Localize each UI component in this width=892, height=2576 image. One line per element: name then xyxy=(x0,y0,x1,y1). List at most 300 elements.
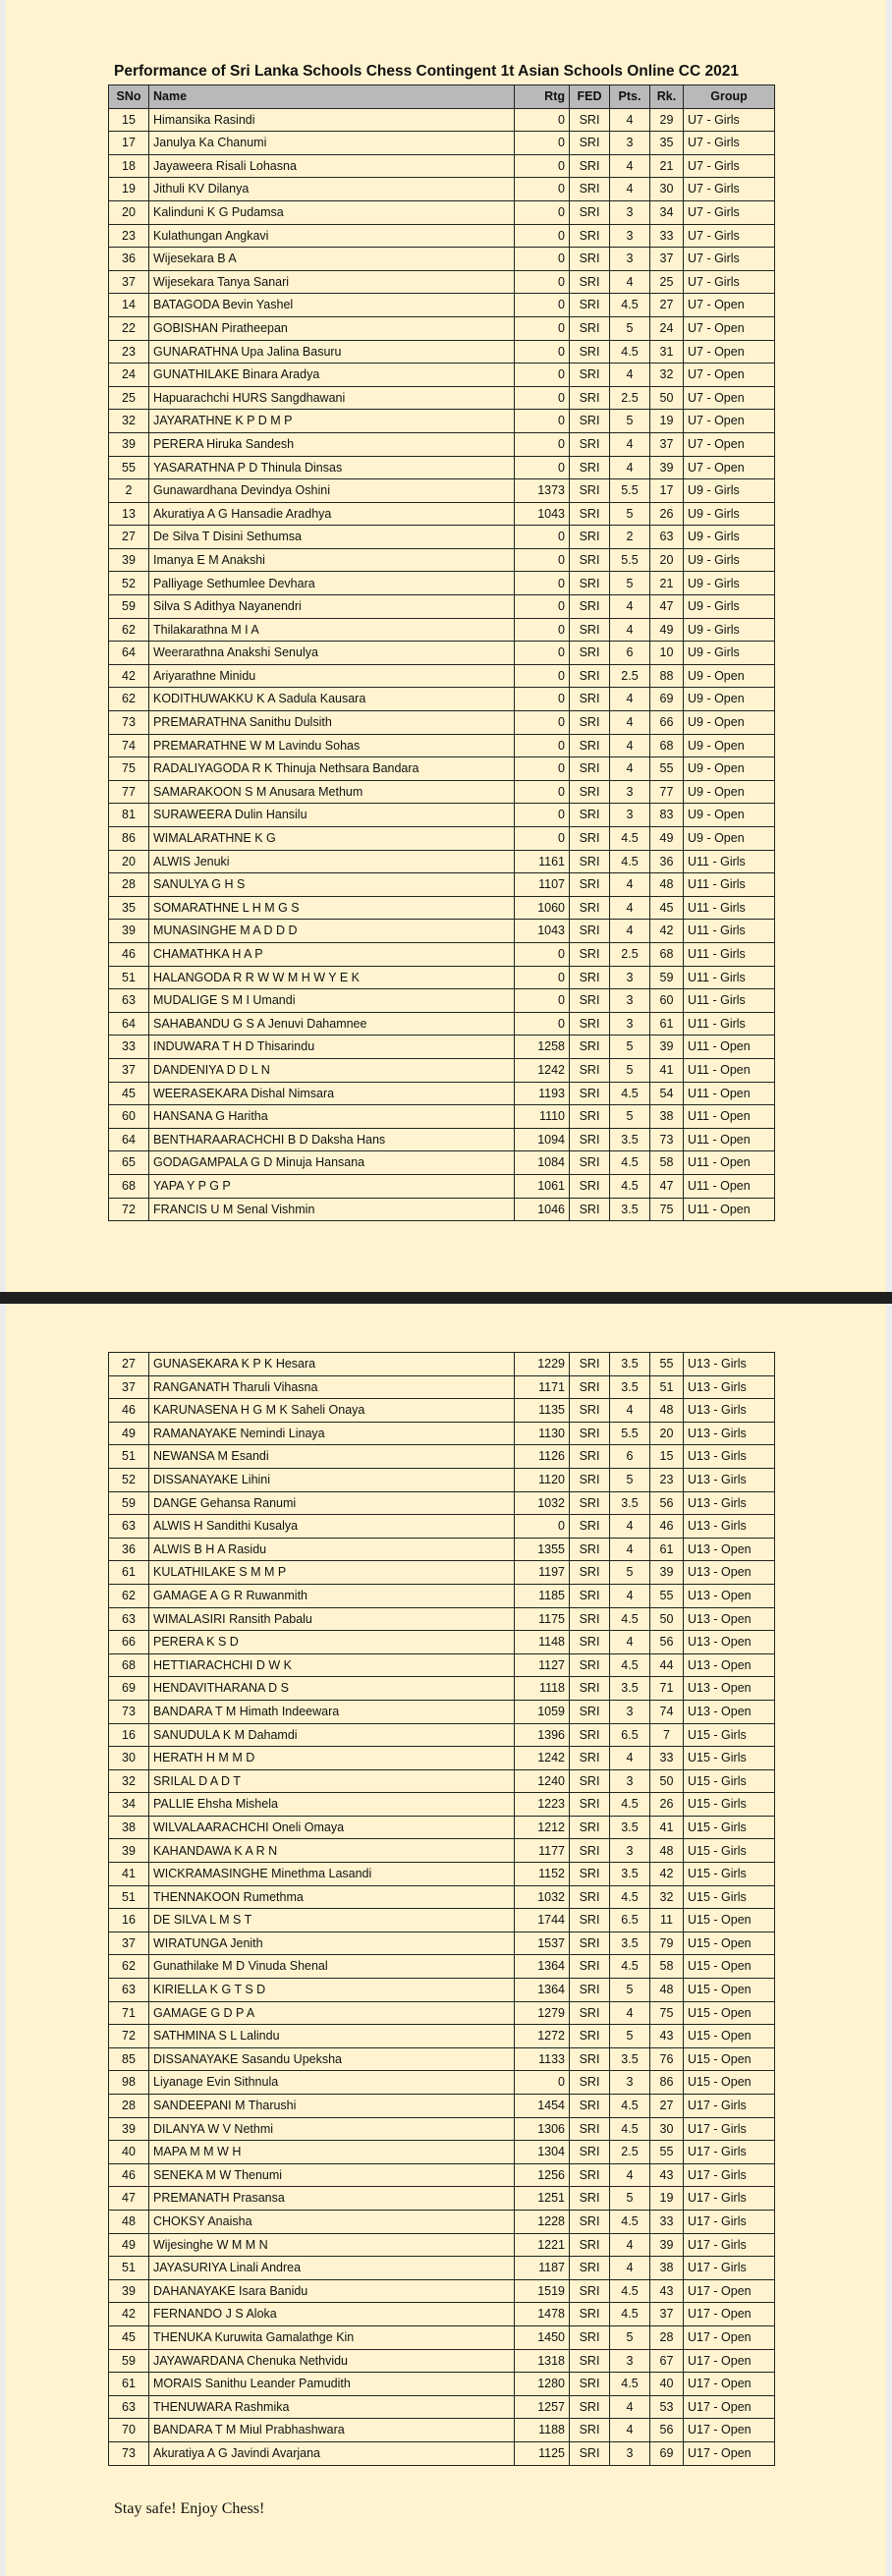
cell-rank: 26 xyxy=(650,1793,684,1817)
cell-sno: 63 xyxy=(109,1979,149,2002)
cell-sno: 45 xyxy=(109,1082,149,1105)
cell-rank: 55 xyxy=(650,1584,684,1607)
cell-rank: 38 xyxy=(650,2257,684,2280)
cell-sno: 33 xyxy=(109,1036,149,1059)
cell-group: U7 - Open xyxy=(684,294,775,317)
cell-rank: 55 xyxy=(650,1353,684,1376)
cell-rating: 1364 xyxy=(515,1979,570,2002)
cell-points: 3.5 xyxy=(610,1128,650,1151)
cell-sno: 22 xyxy=(109,316,149,340)
cell-group: U11 - Open xyxy=(684,1105,775,1129)
cell-federation: SRI xyxy=(570,966,610,989)
cell-name: THENUKA Kuruwita Gamalathge Kin xyxy=(149,2325,515,2349)
cell-group: U15 - Girls xyxy=(684,1793,775,1817)
cell-federation: SRI xyxy=(570,1515,610,1539)
cell-group: U15 - Girls xyxy=(684,1723,775,1747)
cell-name: KARUNASENA H G M K Saheli Onaya xyxy=(149,1399,515,1423)
table-row xyxy=(109,1723,775,1747)
cell-rank: 30 xyxy=(650,178,684,201)
cell-group: U9 - Girls xyxy=(684,548,775,572)
cell-name: GUNATHILAKE Binara Aradya xyxy=(149,364,515,387)
cell-points: 4 xyxy=(610,1584,650,1607)
cell-rank: 41 xyxy=(650,1816,684,1839)
cell-points: 4.5 xyxy=(610,2117,650,2141)
cell-points: 5 xyxy=(610,410,650,433)
cell-sno: 63 xyxy=(109,1607,149,1631)
cell-name: SAMARAKOON S M Anusara Methum xyxy=(149,780,515,804)
cell-name: THENNAKOON Rumethma xyxy=(149,1885,515,1909)
cell-rank: 32 xyxy=(650,364,684,387)
cell-federation: SRI xyxy=(570,989,610,1013)
cell-sno: 30 xyxy=(109,1747,149,1770)
cell-name: Kalinduni K G Pudamsa xyxy=(149,200,515,224)
cell-rank: 49 xyxy=(650,827,684,851)
table-row xyxy=(109,896,775,920)
cell-name: DISSANAYAKE Lihini xyxy=(149,1468,515,1491)
table-row xyxy=(109,1082,775,1105)
cell-name: KULATHILAKE S M M P xyxy=(149,1561,515,1585)
cell-rating: 1127 xyxy=(515,1653,570,1677)
cell-points: 4.5 xyxy=(610,1607,650,1631)
cell-points: 2.5 xyxy=(610,664,650,688)
cell-sno: 28 xyxy=(109,873,149,897)
cell-name: ALWIS B H A Rasidu xyxy=(149,1538,515,1561)
cell-rating: 1060 xyxy=(515,896,570,920)
cell-federation: SRI xyxy=(570,526,610,549)
table-row xyxy=(109,780,775,804)
cell-points: 4.5 xyxy=(610,1955,650,1979)
cell-points: 3 xyxy=(610,804,650,827)
cell-name: ALWIS Jenuki xyxy=(149,850,515,873)
cell-sno: 63 xyxy=(109,989,149,1013)
cell-rating: 1187 xyxy=(515,2257,570,2280)
cell-rank: 27 xyxy=(650,2095,684,2118)
cell-points: 4 xyxy=(610,734,650,757)
cell-federation: SRI xyxy=(570,734,610,757)
cell-group: U7 - Open xyxy=(684,386,775,410)
table-row xyxy=(109,548,775,572)
cell-rank: 33 xyxy=(650,2210,684,2233)
cell-name: CHOKSY Anaisha xyxy=(149,2210,515,2233)
cell-federation: SRI xyxy=(570,2047,610,2071)
cell-points: 3.5 xyxy=(610,1375,650,1399)
cell-federation: SRI xyxy=(570,224,610,248)
header-rating: Rtg xyxy=(515,85,570,109)
cell-sno: 62 xyxy=(109,688,149,711)
cell-sno: 74 xyxy=(109,734,149,757)
cell-federation: SRI xyxy=(570,827,610,851)
cell-sno: 23 xyxy=(109,340,149,364)
table-body-part-1 xyxy=(109,108,775,1221)
cell-sno: 39 xyxy=(109,548,149,572)
table-row xyxy=(109,1468,775,1491)
cell-group: U17 - Girls xyxy=(684,2257,775,2280)
cell-rank: 67 xyxy=(650,2349,684,2373)
cell-name: GUNASEKARA K P K Hesara xyxy=(149,1353,515,1376)
cell-rank: 51 xyxy=(650,1375,684,1399)
cell-rank: 58 xyxy=(650,1955,684,1979)
cell-name: BENTHARAARACHCHI B D Daksha Hans xyxy=(149,1128,515,1151)
cell-rank: 19 xyxy=(650,410,684,433)
table-row xyxy=(109,2025,775,2048)
cell-rank: 30 xyxy=(650,2117,684,2141)
table-row xyxy=(109,248,775,271)
cell-group: U13 - Girls xyxy=(684,1515,775,1539)
cell-rank: 86 xyxy=(650,2071,684,2095)
cell-sno: 73 xyxy=(109,2441,149,2465)
cell-name: DANDENIYA D D L N xyxy=(149,1058,515,1082)
cell-sno: 28 xyxy=(109,2095,149,2118)
cell-name: JAYASURIYA Linali Andrea xyxy=(149,2257,515,2280)
cell-points: 4.5 xyxy=(610,2373,650,2396)
cell-rating: 1125 xyxy=(515,2441,570,2465)
cell-rating: 0 xyxy=(515,108,570,132)
cell-points: 2.5 xyxy=(610,386,650,410)
cell-federation: SRI xyxy=(570,1793,610,1817)
cell-name: Palliyage Sethumlee Devhara xyxy=(149,572,515,595)
cell-name: THENUWARA Rashmika xyxy=(149,2395,515,2419)
cell-group: U11 - Girls xyxy=(684,873,775,897)
cell-group: U17 - Girls xyxy=(684,2187,775,2211)
cell-points: 4 xyxy=(610,1515,650,1539)
cell-rank: 31 xyxy=(650,340,684,364)
cell-federation: SRI xyxy=(570,1422,610,1445)
cell-federation: SRI xyxy=(570,595,610,619)
cell-rank: 17 xyxy=(650,479,684,503)
cell-federation: SRI xyxy=(570,920,610,943)
cell-sno: 62 xyxy=(109,1584,149,1607)
cell-sno: 64 xyxy=(109,642,149,665)
cell-rank: 47 xyxy=(650,595,684,619)
cell-group: U7 - Open xyxy=(684,456,775,479)
cell-name: BANDARA T M Himath Indeewara xyxy=(149,1700,515,1723)
cell-rating: 1223 xyxy=(515,1793,570,1817)
table-header-row xyxy=(109,85,775,109)
cell-sno: 63 xyxy=(109,2395,149,2419)
cell-points: 4 xyxy=(610,270,650,294)
cell-rating: 0 xyxy=(515,410,570,433)
cell-sno: 52 xyxy=(109,572,149,595)
cell-rank: 40 xyxy=(650,2373,684,2396)
table-row xyxy=(109,1955,775,1979)
cell-name: HALANGODA R R W W M H W Y E K xyxy=(149,966,515,989)
table-row xyxy=(109,966,775,989)
table-row xyxy=(109,711,775,735)
cell-points: 5 xyxy=(610,1561,650,1585)
cell-sno: 51 xyxy=(109,1445,149,1469)
cell-rank: 28 xyxy=(650,2325,684,2349)
cell-sno: 32 xyxy=(109,410,149,433)
cell-group: U15 - Open xyxy=(684,2047,775,2071)
cell-group: U13 - Girls xyxy=(684,1445,775,1469)
cell-group: U11 - Girls xyxy=(684,966,775,989)
table-row xyxy=(109,386,775,410)
cell-group: U13 - Open xyxy=(684,1584,775,1607)
cell-rating: 1258 xyxy=(515,1036,570,1059)
cell-rating: 0 xyxy=(515,618,570,642)
cell-rating: 0 xyxy=(515,386,570,410)
cell-rating: 1280 xyxy=(515,2373,570,2396)
cell-federation: SRI xyxy=(570,2071,610,2095)
cell-sno: 72 xyxy=(109,2025,149,2048)
table-row xyxy=(109,224,775,248)
table-row xyxy=(109,178,775,201)
cell-group: U9 - Girls xyxy=(684,502,775,526)
cell-federation: SRI xyxy=(570,1653,610,1677)
cell-group: U17 - Open xyxy=(684,2373,775,2396)
cell-sno: 27 xyxy=(109,1353,149,1376)
cell-sno: 40 xyxy=(109,2141,149,2164)
cell-rating: 0 xyxy=(515,294,570,317)
cell-group: U15 - Girls xyxy=(684,1769,775,1793)
cell-points: 5.5 xyxy=(610,479,650,503)
cell-points: 4 xyxy=(610,432,650,456)
cell-federation: SRI xyxy=(570,248,610,271)
cell-rating: 0 xyxy=(515,432,570,456)
cell-name: HETTIARACHCHI D W K xyxy=(149,1653,515,1677)
cell-federation: SRI xyxy=(570,1399,610,1423)
cell-group: U11 - Girls xyxy=(684,1012,775,1036)
cell-rating: 1212 xyxy=(515,1816,570,1839)
cell-sno: 20 xyxy=(109,850,149,873)
cell-sno: 51 xyxy=(109,1885,149,1909)
header-sno: SNo xyxy=(109,85,149,109)
cell-federation: SRI xyxy=(570,873,610,897)
cell-name: BATAGODA Bevin Yashel xyxy=(149,294,515,317)
cell-rating: 1519 xyxy=(515,2279,570,2303)
table-row xyxy=(109,2395,775,2419)
cell-rank: 50 xyxy=(650,1769,684,1793)
cell-federation: SRI xyxy=(570,456,610,479)
cell-points: 4 xyxy=(610,1538,650,1561)
cell-rating: 1242 xyxy=(515,1058,570,1082)
cell-rating: 1032 xyxy=(515,1491,570,1515)
cell-rating: 1364 xyxy=(515,1955,570,1979)
cell-sno: 25 xyxy=(109,386,149,410)
cell-rank: 33 xyxy=(650,1747,684,1770)
cell-rank: 26 xyxy=(650,502,684,526)
cell-federation: SRI xyxy=(570,1885,610,1909)
cell-points: 4.5 xyxy=(610,294,650,317)
table-row xyxy=(109,1058,775,1082)
cell-name: KODITHUWAKKU K A Sadula Kausara xyxy=(149,688,515,711)
cell-rank: 43 xyxy=(650,2163,684,2187)
cell-rating: 1133 xyxy=(515,2047,570,2071)
cell-group: U9 - Open xyxy=(684,688,775,711)
cell-name: Kulathungan Angkavi xyxy=(149,224,515,248)
cell-name: Akuratiya A G Hansadie Aradhya xyxy=(149,502,515,526)
cell-federation: SRI xyxy=(570,548,610,572)
cell-points: 4 xyxy=(610,1399,650,1423)
cell-group: U7 - Girls xyxy=(684,154,775,178)
cell-rating: 1188 xyxy=(515,2419,570,2442)
cell-federation: SRI xyxy=(570,664,610,688)
cell-rating: 0 xyxy=(515,642,570,665)
table-row xyxy=(109,989,775,1013)
cell-name: PERERA K S D xyxy=(149,1631,515,1654)
cell-points: 3.5 xyxy=(610,1863,650,1886)
cell-rating: 0 xyxy=(515,2071,570,2095)
cell-rating: 0 xyxy=(515,942,570,966)
table-row xyxy=(109,1793,775,1817)
cell-points: 4 xyxy=(610,108,650,132)
table-row xyxy=(109,2349,775,2373)
cell-rank: 75 xyxy=(650,2001,684,2025)
cell-group: U17 - Open xyxy=(684,2303,775,2326)
cell-rating: 1318 xyxy=(515,2349,570,2373)
cell-group: U7 - Girls xyxy=(684,248,775,271)
cell-name: CHAMATHKA H A P xyxy=(149,942,515,966)
cell-group: U17 - Girls xyxy=(684,2210,775,2233)
cell-name: SURAWEERA Dulin Hansilu xyxy=(149,804,515,827)
cell-rank: 60 xyxy=(650,989,684,1013)
cell-sno: 16 xyxy=(109,1909,149,1932)
cell-rank: 43 xyxy=(650,2025,684,2048)
table-row xyxy=(109,873,775,897)
cell-sno: 98 xyxy=(109,2071,149,2095)
cell-sno: 63 xyxy=(109,1515,149,1539)
cell-rating: 0 xyxy=(515,526,570,549)
cell-rating: 0 xyxy=(515,316,570,340)
cell-rating: 1043 xyxy=(515,502,570,526)
table-row xyxy=(109,200,775,224)
cell-name: SENEKA M W Thenumi xyxy=(149,2163,515,2187)
cell-federation: SRI xyxy=(570,479,610,503)
cell-name: Wijesinghe W M M N xyxy=(149,2233,515,2257)
cell-group: U9 - Girls xyxy=(684,479,775,503)
table-row xyxy=(109,2303,775,2326)
cell-name: HANSANA G Haritha xyxy=(149,1105,515,1129)
cell-rating: 1279 xyxy=(515,2001,570,2025)
cell-federation: SRI xyxy=(570,896,610,920)
cell-sno: 47 xyxy=(109,2187,149,2211)
cell-sno: 46 xyxy=(109,942,149,966)
table-row xyxy=(109,364,775,387)
cell-federation: SRI xyxy=(570,2441,610,2465)
cell-rank: 77 xyxy=(650,780,684,804)
cell-points: 4 xyxy=(610,2233,650,2257)
cell-group: U9 - Girls xyxy=(684,618,775,642)
cell-sno: 68 xyxy=(109,1653,149,1677)
cell-rating: 1272 xyxy=(515,2025,570,2048)
cell-rank: 23 xyxy=(650,1468,684,1491)
cell-federation: SRI xyxy=(570,410,610,433)
cell-group: U7 - Girls xyxy=(684,270,775,294)
cell-rating: 0 xyxy=(515,270,570,294)
table-row xyxy=(109,2325,775,2349)
cell-name: Himansika Rasindi xyxy=(149,108,515,132)
cell-points: 3 xyxy=(610,1769,650,1793)
cell-points: 4 xyxy=(610,456,650,479)
table-row xyxy=(109,1128,775,1151)
table-row xyxy=(109,1399,775,1423)
cell-points: 4 xyxy=(610,618,650,642)
cell-rank: 37 xyxy=(650,432,684,456)
cell-federation: SRI xyxy=(570,642,610,665)
cell-sno: 19 xyxy=(109,178,149,201)
table-row xyxy=(109,2071,775,2095)
cell-rank: 61 xyxy=(650,1012,684,1036)
cell-rating: 1148 xyxy=(515,1631,570,1654)
cell-rank: 11 xyxy=(650,1909,684,1932)
cell-name: HENDAVITHARANA D S xyxy=(149,1677,515,1701)
cell-rank: 56 xyxy=(650,1491,684,1515)
cell-group: U13 - Open xyxy=(684,1653,775,1677)
cell-points: 3.5 xyxy=(610,1816,650,1839)
cell-points: 3 xyxy=(610,780,650,804)
cell-rating: 0 xyxy=(515,154,570,178)
cell-points: 3.5 xyxy=(610,1491,650,1515)
cell-rating: 1177 xyxy=(515,1839,570,1863)
cell-group: U13 - Girls xyxy=(684,1422,775,1445)
cell-rank: 42 xyxy=(650,1863,684,1886)
cell-rank: 33 xyxy=(650,224,684,248)
cell-name: NEWANSA M Esandi xyxy=(149,1445,515,1469)
cell-name: RANGANATH Tharuli Vihasna xyxy=(149,1375,515,1399)
cell-points: 4 xyxy=(610,2001,650,2025)
cell-federation: SRI xyxy=(570,1863,610,1886)
cell-group: U7 - Girls xyxy=(684,132,775,155)
cell-points: 4 xyxy=(610,2395,650,2419)
cell-rating: 1161 xyxy=(515,850,570,873)
cell-rating: 1126 xyxy=(515,1445,570,1469)
cell-sno: 62 xyxy=(109,618,149,642)
cell-group: U11 - Open xyxy=(684,1058,775,1082)
cell-points: 5.5 xyxy=(610,548,650,572)
table-row xyxy=(109,410,775,433)
cell-federation: SRI xyxy=(570,386,610,410)
cell-rank: 79 xyxy=(650,1932,684,1955)
cell-points: 4 xyxy=(610,920,650,943)
cell-name: JAYAWARDANA Chenuka Nethvidu xyxy=(149,2349,515,2373)
cell-points: 4 xyxy=(610,711,650,735)
cell-rating: 1059 xyxy=(515,1700,570,1723)
cell-rank: 32 xyxy=(650,1885,684,1909)
cell-rank: 74 xyxy=(650,1700,684,1723)
cell-name: SAHABANDU G S A Jenuvi Dahamnee xyxy=(149,1012,515,1036)
cell-sno: 73 xyxy=(109,711,149,735)
table-body-part-2 xyxy=(109,1353,775,2466)
table-row xyxy=(109,2187,775,2211)
document-title: Performance of Sri Lanka Schools Chess Contingent 1t Asian Schools Online CC 2021 xyxy=(114,63,739,80)
table-row xyxy=(109,1769,775,1793)
table-row xyxy=(109,827,775,851)
cell-federation: SRI xyxy=(570,1979,610,2002)
cell-sno: 61 xyxy=(109,1561,149,1585)
table-row xyxy=(109,456,775,479)
cell-federation: SRI xyxy=(570,1677,610,1701)
cell-federation: SRI xyxy=(570,178,610,201)
cell-points: 5 xyxy=(610,2325,650,2349)
cell-name: KAHANDAWA K A R N xyxy=(149,1839,515,1863)
cell-federation: SRI xyxy=(570,1468,610,1491)
table-row xyxy=(109,1515,775,1539)
cell-rating: 0 xyxy=(515,804,570,827)
cell-name: WEERASEKARA Dishal Nimsara xyxy=(149,1082,515,1105)
cell-points: 5 xyxy=(610,502,650,526)
cell-rating: 1229 xyxy=(515,1353,570,1376)
table-row xyxy=(109,1198,775,1221)
cell-rank: 27 xyxy=(650,294,684,317)
cell-federation: SRI xyxy=(570,2210,610,2233)
cell-rating: 1478 xyxy=(515,2303,570,2326)
cell-name: RADALIYAGODA R K Thinuja Nethsara Bandara xyxy=(149,757,515,781)
cell-federation: SRI xyxy=(570,711,610,735)
cell-rank: 44 xyxy=(650,1653,684,1677)
cell-group: U9 - Open xyxy=(684,664,775,688)
cell-name: MUNASINGHE M A D D D xyxy=(149,920,515,943)
cell-points: 4 xyxy=(610,2419,650,2442)
